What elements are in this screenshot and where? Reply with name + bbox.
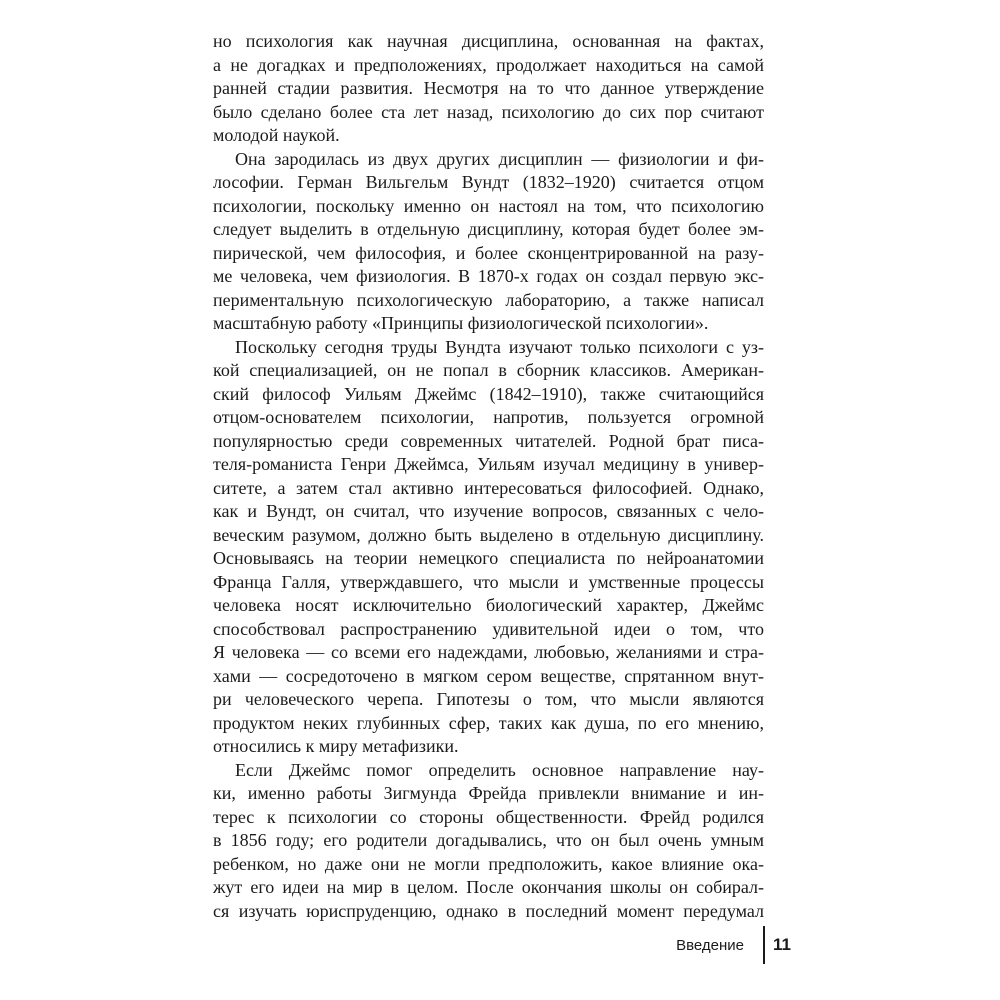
text-line: продуктом неких глубинных сфер, таких как душа, по его мнению, (213, 712, 764, 733)
text-line: периментальную психологическую лабораторию, а также написал (213, 289, 764, 310)
text-line: кой специализацией, он не попал в сборник классиков. Американ- (213, 360, 764, 380)
text-line: ребенком, но даже они не могли предположить, какое влияние ока- (213, 853, 764, 874)
text-line: человека носят исключительно биологический характер, Джеймс (213, 595, 764, 615)
text-line: Если Джеймс помог определить основное направление нау- (235, 759, 764, 780)
text-line: лософии. Герман Вильгельм Вундт (1832–1920) считается отцом (213, 172, 764, 192)
text-line: жут его идеи на мир в целом. После окончания школы он собирал- (213, 877, 764, 897)
text-line: популярностью среди современных читателей. Родной брат писа- (213, 430, 764, 451)
text-line: ранней стадии развития. Несмотря на то что данное утверждение (213, 78, 764, 98)
footer-divider (763, 926, 765, 964)
text-line: теля-романиста Генри Джеймса, Уильям изучал медицину в универ- (213, 454, 764, 474)
text-line: было сделано более ста лет назад, психологию до сих пор считают (213, 101, 764, 122)
text-line: Основываясь на теории немецкого специалиста по нейроанатомии (213, 548, 764, 568)
text-line: ки, именно работы Зигмунда Фрейда привлекли внимание и ин- (213, 783, 764, 803)
text-line: следует выделить в отдельную дисциплину, которая будет более эм- (213, 219, 764, 239)
text-line: ся изучать юриспруденцию, однако в последний момент передумал (213, 900, 764, 921)
text-line: хами — сосредоточено в мягком сером веществе, спрятанном внут- (213, 665, 764, 686)
text-line: в 1856 году; его родители догадывались, что он был очень умным (213, 830, 764, 850)
text-line: ри человеческого черепа. Гипотезы о том, что мысли являются (213, 689, 764, 709)
page-number: 11 (773, 935, 791, 954)
text-line: относились к миру метафизики. (213, 736, 459, 756)
text-line: но психология как научная дисциплина, основанная на фактах, (213, 31, 764, 51)
text-line: молодой наукой. (213, 125, 340, 145)
text-line: Я человека — со всеми его надеждами, любовью, желаниями и стра- (213, 642, 764, 662)
text-line: ситете, а затем стал активно интересоваться философией. Однако, (213, 477, 764, 498)
body-text (213, 30, 764, 923)
text-line: как и Вундт, он считал, что изучение вопросов, связанных с чело- (213, 501, 764, 521)
text-line: а не догадках и предположениях, продолжает находиться на самой (213, 54, 764, 75)
text-line: Поскольку сегодня труды Вундта изучают только психологи с уз- (235, 336, 764, 357)
text-line: терес к психологии со стороны общественности. Фрейд родился (213, 806, 764, 827)
text-line: масштабную работу «Принципы физиологической психологии». (213, 313, 709, 333)
text-line: Она зародилась из двух других дисциплин — физиологии и фи- (235, 148, 764, 169)
running-footer-section: Введение (676, 937, 744, 954)
text-line: психологии, поскольку именно он настоял на том, что психологию (213, 195, 764, 216)
text-line: отцом-основателем психологии, напротив, пользуется огромной (213, 407, 764, 427)
text-line: веческим разумом, должно быть выделено в отдельную дисциплину. (213, 524, 764, 545)
text-line: ский философ Уильям Джеймс (1842–1910), также считающийся (213, 383, 764, 404)
text-line: ме человека, чем физиология. В 1870-х годах он создал первую экс- (213, 266, 764, 286)
text-line: пирической, чем философия, и более сконцентрированной на разу- (213, 242, 764, 263)
text-line: способствовал распространению удивительной идеи о том, что (213, 618, 764, 639)
text-line: Франца Галля, утверждавшего, что мысли и умственные процессы (213, 571, 764, 592)
